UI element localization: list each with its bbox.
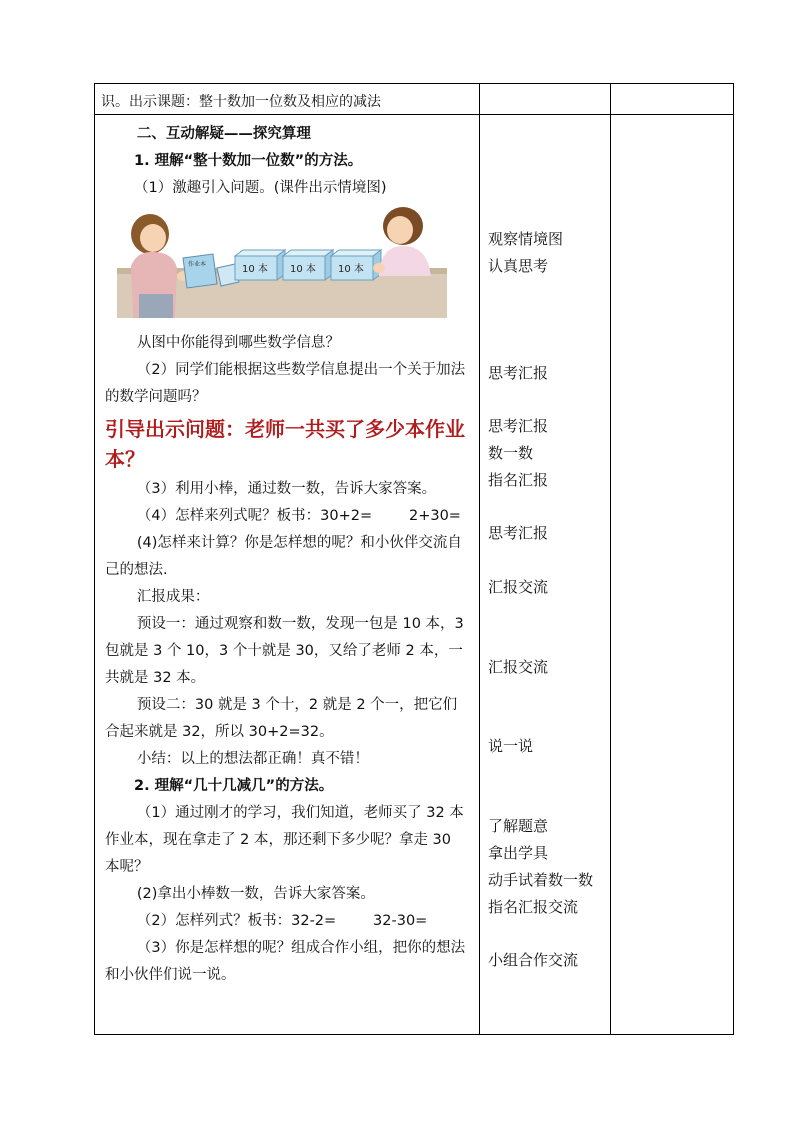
teacher-activity-cell (95, 115, 480, 1035)
paragraph: （2）怎样列式？板书：32-2= 32-30= (136, 913, 428, 929)
paragraph: （1）通过刚才的学习，我们知道，老师买了 32 本作业本，现在拿走了 2 本，那还剩下多少呢？拿走 30 本呢？ (105, 805, 464, 875)
book-pack (331, 250, 381, 280)
svg-text:10 本: 10 本 (242, 264, 268, 275)
guided-question: 引导出示问题：老师一共买了多少本作业本？ (105, 417, 465, 471)
notebook-icon (183, 254, 217, 288)
svg-text:10 本: 10 本 (290, 264, 316, 275)
note-cell (611, 115, 734, 1035)
student-activity: 拿出学具 (488, 844, 549, 862)
student-activity: 指名汇报 (488, 471, 549, 489)
paragraph: 从图中你能得到哪些数学信息？ (136, 335, 340, 351)
main-cell-top (95, 84, 480, 115)
svg-text:10 本: 10 本 (338, 264, 364, 275)
paragraph: (4)怎样来计算？你是怎样想的呢？和小伙伴交流自己的想法. (105, 535, 462, 578)
student-cell-top (480, 84, 611, 115)
paragraph: 小结：以上的想法都正确！真不错！ (136, 751, 369, 767)
paragraph: （1）激趣引入问题。(课件出示情境图) (134, 180, 387, 196)
table-row (95, 84, 734, 115)
paragraph: （3）你是怎样想的呢？组成合作小组，把你的想法和小伙伴们说一说。 (105, 940, 466, 983)
student-activity: 思考汇报 (488, 524, 549, 542)
book-pack (235, 250, 285, 280)
paragraph: （4）怎样来列式呢？板书：30+2= 2+30= (136, 508, 461, 524)
book-pack (283, 250, 333, 280)
student-activity: 汇报交流 (488, 578, 549, 596)
paragraph: (2)拿出小棒数一数，告诉大家答案。 (136, 886, 375, 902)
student-activity: 小组合作交流 (488, 951, 579, 969)
section-title: 二、互动解疑——探究算理 (136, 126, 311, 142)
paragraph: 预设二：30 就是 3 个十，2 就是 2 个一，把它们合起来就是 32，所以 30+2=32。 (105, 697, 458, 740)
student-activity: 汇报交流 (488, 658, 549, 676)
paragraph: 预设一：通过观察和数一数，发现一包是 10 本，3 包就是 3 个 10，3 个十就是 30，又给了老师 2 本，一共就是 32 本。 (105, 616, 464, 686)
situation-illustration (117, 206, 447, 324)
student-activity: 思考汇报 (488, 417, 549, 435)
teacher-right (373, 207, 431, 276)
student-activity: 动手试着数一数 (488, 871, 594, 889)
student-activity: 说一说 (488, 737, 534, 755)
student-activity: 观察情境图 (488, 230, 564, 248)
svg-text:作业本: 作业本 (188, 261, 207, 268)
student-activity: 了解题意 (488, 817, 549, 835)
topic-line: 识。出示课题：整十数加一位数及相应的减法 (101, 94, 381, 110)
student-activity: 认真思考 (488, 257, 549, 275)
table-row (95, 115, 734, 1035)
student-activity-cell (480, 115, 611, 1035)
student-activity: 数一数 (488, 444, 534, 462)
lesson-plan-table (94, 83, 734, 1035)
paragraph: 汇报成果： (136, 589, 210, 605)
paragraph: （2）同学们能根据这些数学信息提出一个关于加法的数学问题吗？ (105, 362, 466, 405)
student-activity: 思考汇报 (488, 364, 549, 382)
note-cell-top (611, 84, 734, 115)
part2-title: 2. 理解“几十几减几”的方法。 (134, 778, 334, 794)
student-activity: 指名汇报交流 (488, 898, 579, 916)
part1-title: 1. 理解“整十数加一位数”的方法。 (134, 153, 363, 169)
paragraph: （3）利用小棒，通过数一数，告诉大家答案。 (136, 481, 437, 497)
